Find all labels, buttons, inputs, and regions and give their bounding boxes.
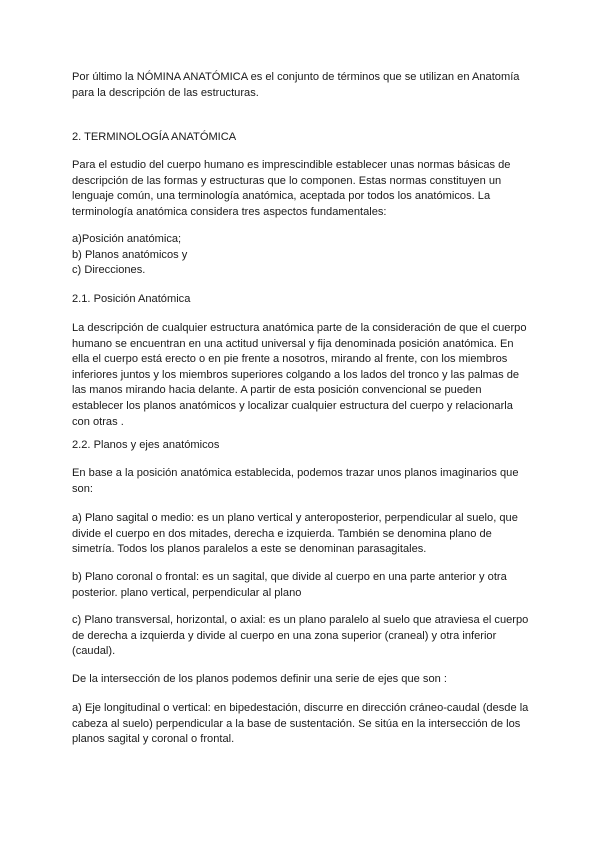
section-2-paragraph: Para el estudio del cuerpo humano es imprescindible establecer unas normas básicas de descripción de las formas y estructuras que lo componen. Estas normas constituyen un lenguaje común, una terminología anatómica, aceptada por todos los anatómicos. La terminología anatómica considera tres aspectos fundamentales: <box>72 159 511 218</box>
plane-b-paragraph: b) Plano coronal o frontal: es un sagital, que divide al cuerpo en una parte anterior y otra posterior. plano vertical, perpendicular al plano <box>72 571 507 599</box>
plane-a-paragraph: a) Plano sagital o medio: es un plano vertical y anteroposterior, perpendicular al suelo, que divide el cuerpo en dos mitades, derecha e izquierda. También se denomina plano de simetría. Todos los planos paralelos a este se denominan parasagitales. <box>72 512 518 556</box>
section-2-1-title: 2.1. Posición Anatómica <box>72 293 191 305</box>
aspect-item: b) Planos anatómicos y <box>72 248 188 261</box>
aspect-item: a)Posición anatómica; <box>72 233 182 245</box>
section-2-2-paragraph: En base a la posición anatómica establecida, podemos trazar unos planos imaginarios que son: <box>72 467 519 495</box>
axis-a-paragraph: a) Eje longitudinal o vertical: en bipedestación, discurre en dirección cráneo-caudal (desde la cabeza al suelo) perpendicular a la base de sustentación. Se sitúa en la intersección de los planos sagital y coronal o frontal. <box>72 702 529 746</box>
aspects-list <box>72 232 530 279</box>
plane-c-paragraph: c) Plano transversal, horizontal, o axial: es un plano paralelo al suelo que atraviesa el cuerpo de derecha a izquierda y divide al cuerpo en una zona superior (craneal) y otra inferior (caudal). <box>72 614 529 658</box>
section-2-2-title: 2.2. Planos y ejes anatómicos <box>72 439 220 451</box>
axes-intro-paragraph: De la intersección de los planos podemos definir una serie de ejes que son : <box>72 673 447 685</box>
intro-paragraph: Por último la NÓMINA ANATÓMICA es el conjunto de términos que se utilizan en Anatomía para la descripción de las estructuras. <box>72 71 520 99</box>
aspect-item: c) Direcciones. <box>72 264 146 277</box>
section-2-title: 2. TERMINOLOGÍA ANATÓMICA <box>72 131 237 143</box>
section-2-1-paragraph: La descripción de cualquier estructura anatómica parte de la consideración de que el cuerpo humano se encuentran en una actitud universal y fija denominada posición anatómica. En ella el cuerpo está erecto o en pie frente a nosotros, mirando al frente, con los miembros inferiores juntos y los miembros superiores colgando a los lados del tronco y las palmas de las manos mirando hacia delante. A partir de esta posición convencional se pueden establecer los planos anatómicos y localizar cualquier estructura del cuerpo y relacionarla con otras . <box>72 322 527 428</box>
